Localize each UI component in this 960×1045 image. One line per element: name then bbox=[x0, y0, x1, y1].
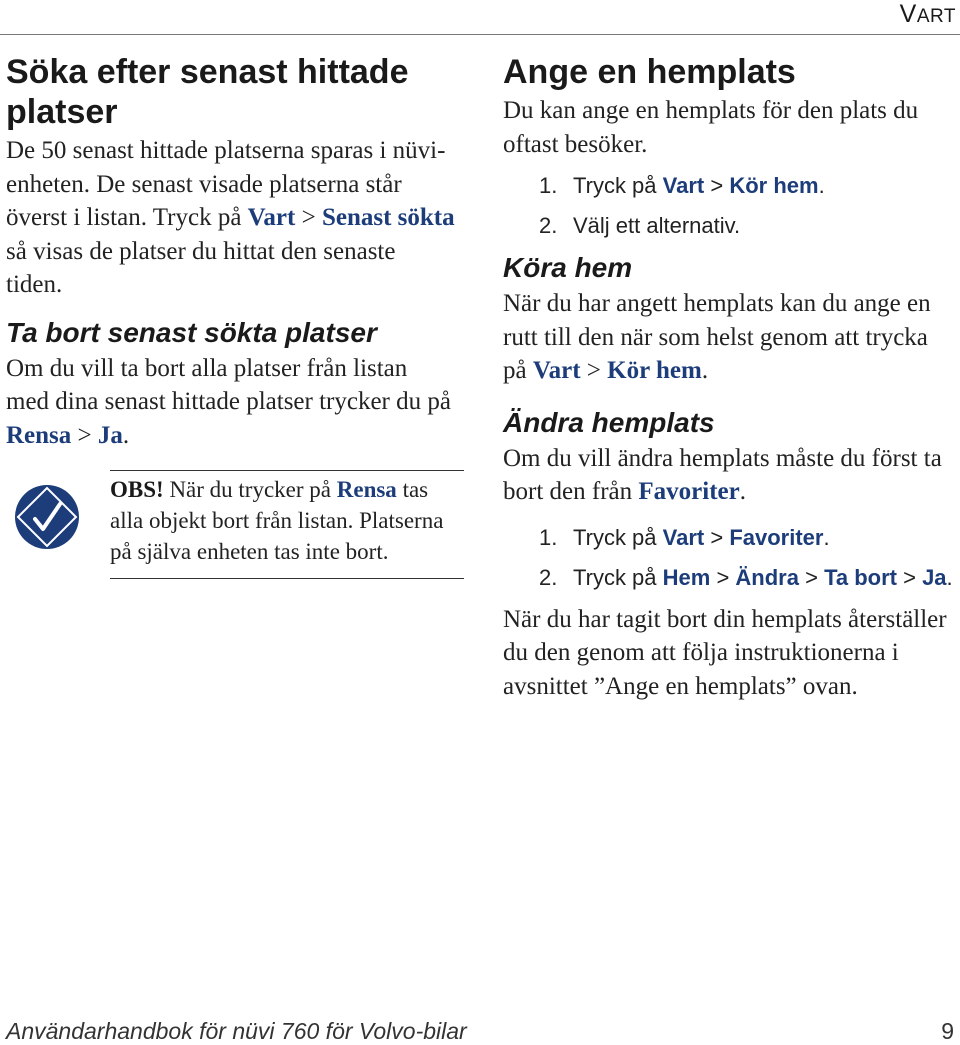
text: De 50 senast hittade platserna sparas i nüvi-enheten. De senast visade platserna står överst i listan. Tryck på bbox=[6, 137, 446, 231]
list-item bbox=[503, 523, 955, 552]
note-bottom-rule bbox=[110, 578, 464, 579]
keyword-kor-hem: Kör hem bbox=[729, 173, 819, 198]
text: . bbox=[701, 357, 709, 384]
text: . bbox=[739, 478, 746, 505]
footer-manual-title: Användarhandbok för nüvi 760 för Volvo-bilar bbox=[6, 1018, 467, 1044]
keyword-ta-bort: Ta bort bbox=[824, 564, 897, 590]
heading-set-home: Ange en hemplats bbox=[503, 53, 796, 91]
text: Tryck på bbox=[573, 173, 663, 198]
text: Om du vill ta bort alla platser från listan med dina senast hittade platser trycker du på bbox=[6, 354, 451, 415]
keyword-vart: Vart bbox=[247, 204, 296, 231]
note-top-rule bbox=[110, 470, 464, 471]
text: . bbox=[946, 564, 953, 590]
text: > bbox=[896, 564, 923, 590]
keyword-ja: Ja bbox=[922, 564, 947, 590]
text: > bbox=[580, 357, 608, 384]
text: > bbox=[798, 564, 825, 590]
right-column bbox=[503, 52, 955, 703]
text: så visas de platser du hittat den senaste tiden. bbox=[6, 237, 396, 298]
text: Välj ett alternativ. bbox=[573, 213, 741, 238]
text: Tryck på bbox=[573, 564, 663, 590]
keyword-favoriter: Favoriter bbox=[729, 524, 824, 550]
text: > bbox=[710, 564, 736, 590]
note-box bbox=[6, 470, 456, 590]
text: När du har angett hemplats kan du ange en rutt till den när som helst genom att trycka på bbox=[503, 290, 931, 384]
text: Om du vill ändra hemplats måste du först ta bort den från bbox=[503, 444, 942, 505]
set-home-paragraph: Du kan ange en hemplats för den plats du oftast besöker. bbox=[503, 97, 919, 158]
page-number: 9 bbox=[941, 1018, 954, 1044]
keyword-andra: Ändra bbox=[735, 564, 799, 590]
text: tas alla objekt bort från listan. Platserna på själva enheten tas inte bort. bbox=[110, 477, 444, 564]
text: > bbox=[704, 173, 730, 198]
keyword-hem: Hem bbox=[662, 564, 711, 590]
note-text bbox=[110, 474, 464, 567]
checkmark-note-icon bbox=[14, 484, 80, 550]
keyword-vart: Vart bbox=[532, 357, 581, 384]
section-header-initial: V bbox=[899, 0, 917, 28]
keyword-senast-sokta: Senast sökta bbox=[321, 204, 455, 231]
text: Tryck på bbox=[573, 524, 663, 550]
section-header-rest: ART bbox=[916, 6, 956, 27]
keyword-kor-hem: Kör hem bbox=[607, 357, 702, 384]
text: . bbox=[823, 524, 830, 550]
list-item bbox=[503, 211, 955, 240]
text: > bbox=[295, 204, 322, 231]
keyword-rensa: Rensa bbox=[336, 477, 397, 502]
change-home-paragraph bbox=[503, 442, 955, 509]
keyword-ja: Ja bbox=[97, 421, 123, 449]
step-number: 2. bbox=[539, 213, 558, 238]
step-number: 1. bbox=[539, 524, 558, 550]
step-number: 1. bbox=[539, 173, 558, 198]
drive-home-paragraph bbox=[503, 287, 955, 388]
note-label: OBS! bbox=[110, 477, 164, 502]
delete-recent-paragraph bbox=[6, 352, 456, 453]
list-item bbox=[503, 563, 955, 592]
heading-drive-home: Köra hem bbox=[503, 252, 633, 283]
list-item bbox=[503, 171, 955, 200]
set-home-steps bbox=[503, 171, 955, 240]
text: . bbox=[122, 421, 130, 449]
header-divider bbox=[0, 34, 960, 35]
keyword-vart: Vart bbox=[662, 524, 705, 550]
text: När du trycker på bbox=[163, 477, 337, 502]
keyword-rensa: Rensa bbox=[6, 421, 72, 449]
recent-places-paragraph bbox=[6, 134, 456, 302]
heading-delete-recent: Ta bort senast sökta platser bbox=[6, 316, 377, 348]
keyword-favoriter: Favoriter bbox=[638, 478, 740, 505]
text: . bbox=[818, 173, 825, 198]
heading-change-home: Ändra hemplats bbox=[503, 406, 715, 438]
keyword-vart: Vart bbox=[662, 173, 705, 198]
step-number: 2. bbox=[539, 564, 558, 590]
change-home-steps bbox=[503, 523, 955, 592]
text: > bbox=[704, 524, 730, 550]
restore-home-paragraph: När du har tagit bort din hemplats återställer du den genom att följa instruktionerna i avsnittet ”Ange en hemplats” ovan. bbox=[503, 605, 947, 700]
left-column bbox=[6, 52, 456, 590]
text: > bbox=[71, 421, 98, 449]
heading-recent-places: Söka efter senast hittade platser bbox=[6, 53, 409, 131]
section-header bbox=[900, 0, 956, 29]
